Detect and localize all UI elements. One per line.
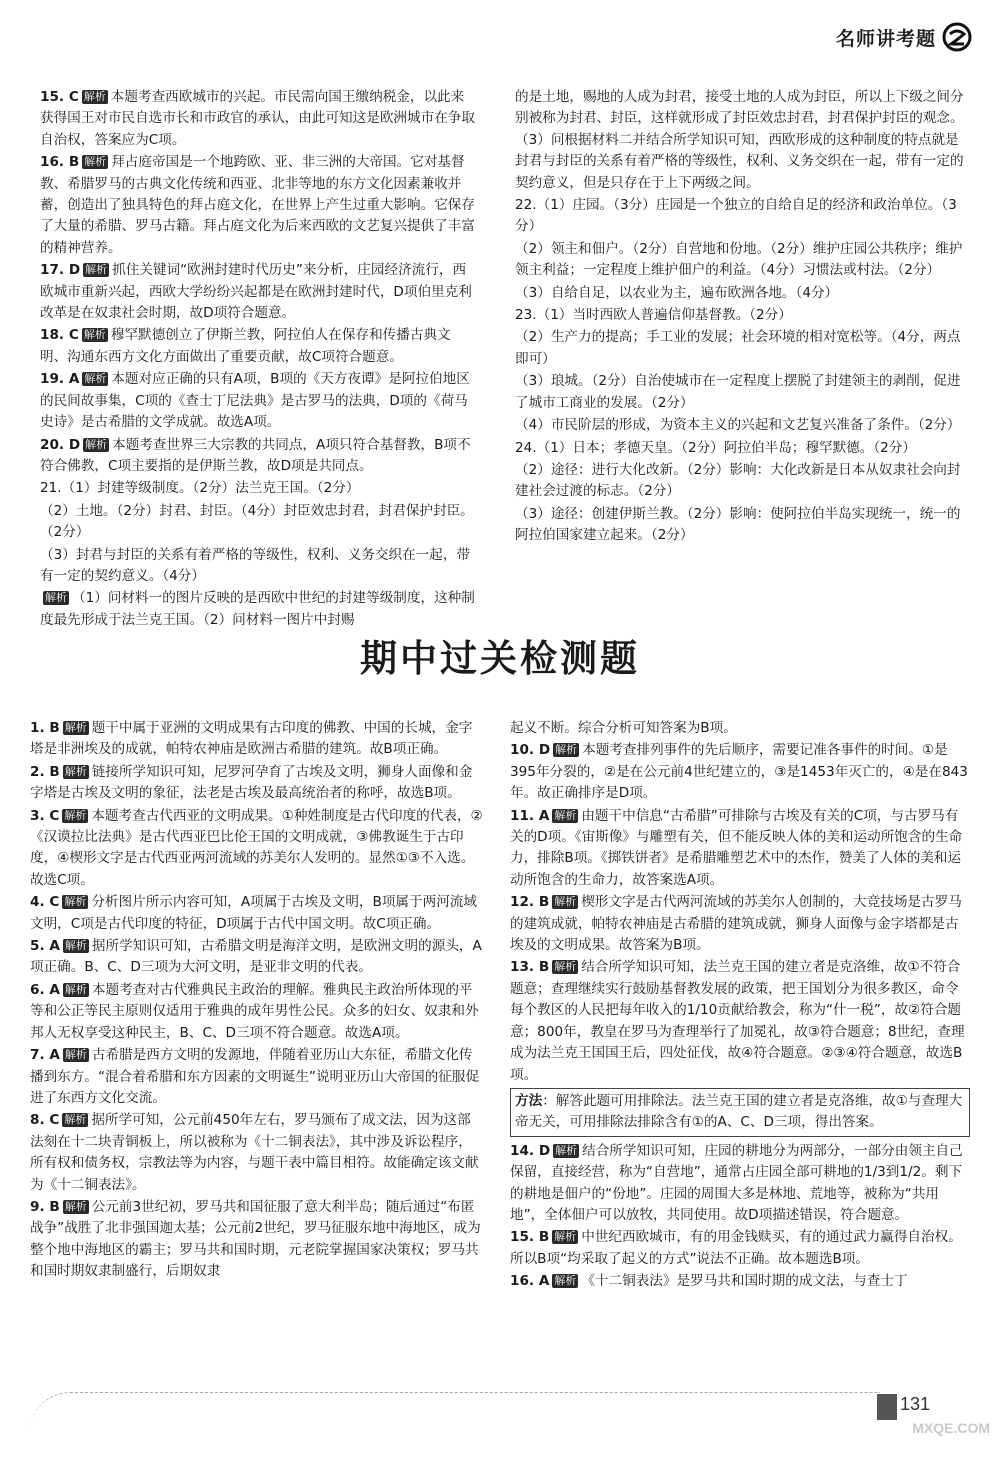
answer-text: 本题考查古代西亚的文明成果。①种姓制度是古代印度的代表，②《汉谟拉比法典》是古代西亚巴比伦王国的文明成就，③佛教诞生于古印度，④楔形文字是古代西亚两河流域的苏美尔人发明的。显然①③不入选。故选C项。 [30,807,483,888]
analysis-tag: 解析 [64,764,87,778]
analysis-tag: 解析 [554,895,577,909]
answer-line: 22.（1）庄园。（3分）庄园是一个独立的自给自足的经济和政治单位。（3分） [515,197,957,235]
answer-number: 10. D [510,742,551,759]
continued-text: 起义不断。综合分析可知答案为B项。 [510,720,737,736]
answer-line: （3）封君与封臣的关系有着严格的等级性，权利、义务交织在一起，带有一定的契约意义。（4分） [40,546,471,584]
analysis-tag: 解析 [64,808,87,822]
top-left-column [40,87,477,632]
analysis-tag: 解析 [45,591,67,605]
answer-line: 24.（1）日本；孝德天皇。（2分）阿拉伯半岛；穆罕默德。（2分） [515,439,916,456]
answer-text: 分析图片所示内容可知，A项属于古埃及文明，B项属于两河流域文明，C项是古代印度的特征，D项属于古代中国文明。故C项正确。 [30,894,477,932]
answer-line: （2）领主和佃户。（2分）自营地和份地。（2分）维护庄园公共秩序；维护领主利益；一定程度上维护佃户的利益。（4分）习惯法或村法。（2分） [515,240,963,279]
section-title: 期中过关检测题 [360,637,640,680]
answer-line: 21.（1）封建等级制度。（2分）法兰克王国。（2分） [40,480,360,497]
analysis-tag: 解析 [554,808,577,822]
answer-item [30,1197,484,1283]
analysis-tag: 解析 [83,90,106,103]
answer-number: 16. B [40,154,80,171]
answer-item [30,762,484,805]
answer-item [510,1227,970,1270]
answer-number: 7. A [30,1047,60,1064]
analysis-tag: 解析 [554,960,577,974]
answer-item [510,892,970,956]
watermark: MXQE.COM [912,1420,990,1436]
answer-line: （4）市民阶层的形成，为资本主义的兴起和文艺复兴准备了条件。（2分） [515,417,961,434]
answer-number: 15. C [40,89,79,105]
analysis-tag: 解析 [85,437,108,451]
analysis-tag: 解析 [84,155,107,169]
answer-text: 古希腊是西方文明的发源地，伴随着亚历山大东征，希腊文化传播到东方。“混合着希腊和东方因素的文明诞生”说明亚历山大帝国的征服促进了东西方文化交流。 [30,1047,480,1106]
answer-number: 18. C [40,327,79,344]
answer-text: 据所学知识可知，古希腊文明是海洋文明，是欧洲文明的源头，A项正确。B、C、D三项为大河文明，是亚非文明的代表。 [30,938,482,976]
answer-item [40,325,477,368]
answer-number: 1. B [30,720,60,736]
answer-number: 13. B [510,959,550,976]
analysis-tag: 解析 [85,263,108,277]
bottom-right-column [510,718,970,1294]
analysis-tag: 解析 [64,1048,87,1062]
answer-line: （3）途径：创建伊斯兰教。（2分）影响：使阿拉伯半岛实现统一，统一的阿拉伯国家建立起来。（2分） [515,505,961,544]
answer-item [40,152,477,259]
answer-item [30,1110,484,1196]
answer-item [30,980,484,1044]
answer-line: （3）自给自足，以农业为主，遍布欧洲各地。（4分） [515,284,839,301]
answer-item [30,892,484,935]
answer-text: 由题干中信息“古希腊”可排除与古埃及有关的C项，与古罗马有关的D项。《宙斯像》与雕塑有关，但不能反映人体的美和运动所饱含的生命力，排除B项。《掷铁饼者》是希腊雕塑艺术中的杰作，赞美了人体的美和运动所饱含的生命力，故答案选A项。 [510,807,963,888]
analysis-tag: 解析 [555,743,578,757]
analysis-tag: 解析 [64,982,87,996]
answer-number: 14. D [510,1142,551,1159]
answer-number: 9. B [30,1198,60,1215]
analysis-tag: 解析 [64,939,87,953]
answer-text: 《十二铜表法》是罗马共和国时期的成文法，与查士丁 [581,1273,908,1290]
answer-text: 本题考查世界三大宗教的共同点，A项只符合基督教，B项不符合佛教，C项主要指的是伊斯兰教，故D项是共同点。 [40,436,471,474]
answer-text: 本题考查对古代雅典民主政治的理解。雅典民主政治所体现的平等和公正等民主原则仅适用于雅典的成年男性公民。众多的妇女、奴隶和外邦人无权享受这种民主，B、C、D三项不符合题意。故选A项。 [30,981,479,1041]
answer-number: 20. D [40,436,81,453]
answer-text: 楔形文字是古代两河流域的苏美尔人创制的，大竞技场是古罗马的建筑成就，帕特农神庙是古希腊的建筑成就，狮身人面像与金字塔都是古埃及的文明成果。故答案为B项。 [510,894,962,954]
continued-text: 的是土地，赐地的人成为封君，接受土地的人成为封臣，所以上下级之间分别被称为封君、封臣，这样就形成了封臣效忠封君，封君保护封臣的观念。（3）问根据材料二并结合所学知识可知，西欧形成的这种制度的特点就是封君与封臣的关系有着严格的等级性，权利、义务交织在一起，带有一定的契约意义，但是只存在于上下两级之间。 [515,89,964,191]
analysis-tag: 解析 [64,721,87,734]
answer-number: 19. A [40,371,80,388]
answer-text: 本题考查排列事件的先后顺序，需要记准各事件的时间。①是395年分裂的，②是在公元前4世纪建立的，③是1453年灭亡的，④是在843年。故正确排序是D项。 [510,742,968,802]
answer-item [30,1045,484,1109]
answer-number: 5. A [30,938,60,955]
method-box: 方法：解答此题可用排除法。法兰克王国的建立者是克洛维，故①与查理大帝无关，可用排除法排除含有①的A、C、D三项，得出答案。 [510,1088,970,1137]
answer-line: （2）生产力的提高；手工业的发展；社会环境的相对宽松等。（4分，两点即可） [515,329,961,367]
answer-number: 11. A [510,807,550,824]
answer-item [40,435,477,478]
answer-number: 4. C [30,894,60,911]
analysis-tag: 解析 [64,1199,87,1213]
answer-item [40,260,477,324]
analysis-tag: 解析 [84,372,107,386]
answer-text: 链接所学知识可知，尼罗河孕育了古埃及文明，狮身人面像和金字塔是古埃及文明的象征，法老是古埃及最高统治者的称呼，故选B项。 [30,763,473,802]
answer-number: 12. B [510,894,550,911]
analysis-body: （1）问材料一的图片反映的是西欧中世纪的封建等级制度，这种制度最先形成于法兰克王国。（2）问材料一图片中封赐 [40,590,475,628]
answer-item [510,806,970,892]
answer-line: 23.（1）当时西欧人普遍信仰基督教。（2分） [515,307,792,324]
answer-item [510,957,970,1085]
answer-item [510,1271,970,1292]
brand-title: 名师讲考题 [835,27,936,50]
answer-number: 15. B [510,1229,550,1246]
brand-logo-icon [942,22,972,52]
method-text: 解答此题可用排除法。法兰克王国的建立者是克洛维，故①与查理大帝无关，可用排除法排除含有①的A、C、D三项，得出答案。 [515,1092,963,1131]
page-number: 131 [900,1394,931,1414]
answer-text: 据所学可知，公元前450年左右，罗马颁布了成文法，因为这部法刻在十二块青铜板上，所以被称为《十二铜表法》，其中涉及诉讼程序，所有权和债务权，宗教法等为内容，与题干表中篇目相符。故能确定该文献为《十二铜表法》。 [30,1112,479,1193]
answer-line: （2）途径：进行大化改新。（2分）影响：大化改新是日本从奴隶社会向封建社会过渡的标志。（2分） [515,461,961,500]
answer-text: 本题对应正确的只有A项，B项的《天方夜谭》是阿拉伯地区的民间故事集，C项的《查士丁尼法典》是古罗马的法典，D项的《荷马史诗》是古希腊的文学成就。故选A项。 [40,371,470,431]
answer-text: 结合所学知识可知，庄园的耕地分为两部分，一部分由领主自己保留，直接经营，称为“自营地”，通常占庄园全部可耕地的1/3到1/2。剩下的耕地是佃户的“份地”。庄园的周围大多是林地、荒地等，被称为“共用地”，全体佃户可以放牧，共同使用。故D项描述错误，符合题意。 [510,1142,963,1223]
answer-text: 题干中属于亚洲的文明成果有古印度的佛教、中国的长城，金字塔是非洲埃及的成就，帕特农神庙是欧洲古希腊的建筑。故B项正确。 [30,720,473,758]
answer-number: 8. C [30,1112,60,1129]
analysis-tag: 解析 [64,895,87,909]
brand-header [836,22,972,52]
answer-item [510,1141,970,1227]
footer-decoration [30,1392,880,1433]
analysis-tag: 解析 [554,1230,577,1244]
answer-text: 拜占庭帝国是一个地跨欧、亚、非三洲的大帝国。它对基督教、希腊罗马的古典文化传统和西亚、北非等地的东方文化因素兼收并蓄，创造出了独具特色的拜占庭文化，在世界上产生过重大影响。它保存了大量的希腊、罗马古籍。拜占庭文化为后来西欧的文艺复兴提供了丰富的精神营养。 [40,154,475,256]
analysis-text [40,588,477,631]
answer-line: （2）土地。（2分）封君、封臣。（4分）封臣效忠封君，封君保护封臣。（2分） [40,502,474,541]
analysis-tag: 解析 [64,1113,87,1127]
answer-number: 6. A [30,981,60,998]
answer-item [40,87,477,151]
answer-text: 抓住关键词“欧洲封建时代历史”来分析，庄园经济流行，西欧城市重新兴起，西欧大学纷纷兴起都是在欧洲封建时代，D项伯里克利改革是在奴隶社会时期，故D项符合题意。 [40,262,472,322]
answer-text: 中世纪西欧城市，有的用金钱赎买，有的通过武力赢得自治权。所以B项“均采取了起义的方式”说法不正确。故本题选B项。 [510,1229,962,1267]
answer-number: 3. C [30,807,60,824]
answer-text: 穆罕默德创立了伊斯兰教，阿拉伯人在保存和传播古典文明、沟通东西方文化方面做出了重要贡献，故C项符合题意。 [40,327,451,365]
method-label: 方法 [515,1092,543,1109]
answer-line: （3）琅城。（2分）自治使城市在一定程度上摆脱了封建领主的剥削，促进了城市工商业的发展。（2分） [515,373,961,411]
answer-text: 结合所学知识可知，法兰克王国的建立者是克洛维，故①不符合题意；查理继续实行鼓励基督教发展的政策，把王国划分为很多教区，命令每个教区的人民把每年收入的1/10贡献给教会，称为“什一税”，故②符合题意；800年，教皇在罗马为查理举行了加冕礼，故③符合题意；8世纪，查理成为法兰克王国国王后，四处征伐，故④符合题意。②③④符合题意，故选B项。 [510,959,965,1083]
answer-item [510,740,970,804]
answer-text: 本题考查西欧城市的兴起。市民需向国王缴纳税金，以此来获得国王对市民自选市长和市政官的承认，由此可知这是欧洲城市在争取自治权，答案应为C项。 [40,89,475,148]
answer-item [30,936,484,979]
analysis-tag: 解析 [554,1274,577,1288]
analysis-tag: 解析 [83,328,106,342]
answer-number: 2. B [30,763,60,780]
answer-text: 公元前3世纪初，罗马共和国征服了意大利半岛；随后通过“布匿战争”战胜了北非强国迦太基；公元前2世纪，罗马征服东地中海地区，成为整个地中海地区的霸主；罗马共和国时期，元老院掌握国家决策权；罗马共和国时期奴隶制盛行，后期奴隶 [30,1198,481,1280]
answer-item [30,718,484,761]
analysis-tag: 解析 [555,1143,578,1157]
bottom-left-column [30,718,484,1284]
top-right-column [515,87,967,548]
answer-number: 17. D [40,262,81,279]
page-marker-icon [877,1394,897,1420]
answer-item [40,369,477,433]
answer-item [30,806,484,892]
answer-number: 16. A [510,1273,550,1290]
answer-21 [40,478,477,631]
